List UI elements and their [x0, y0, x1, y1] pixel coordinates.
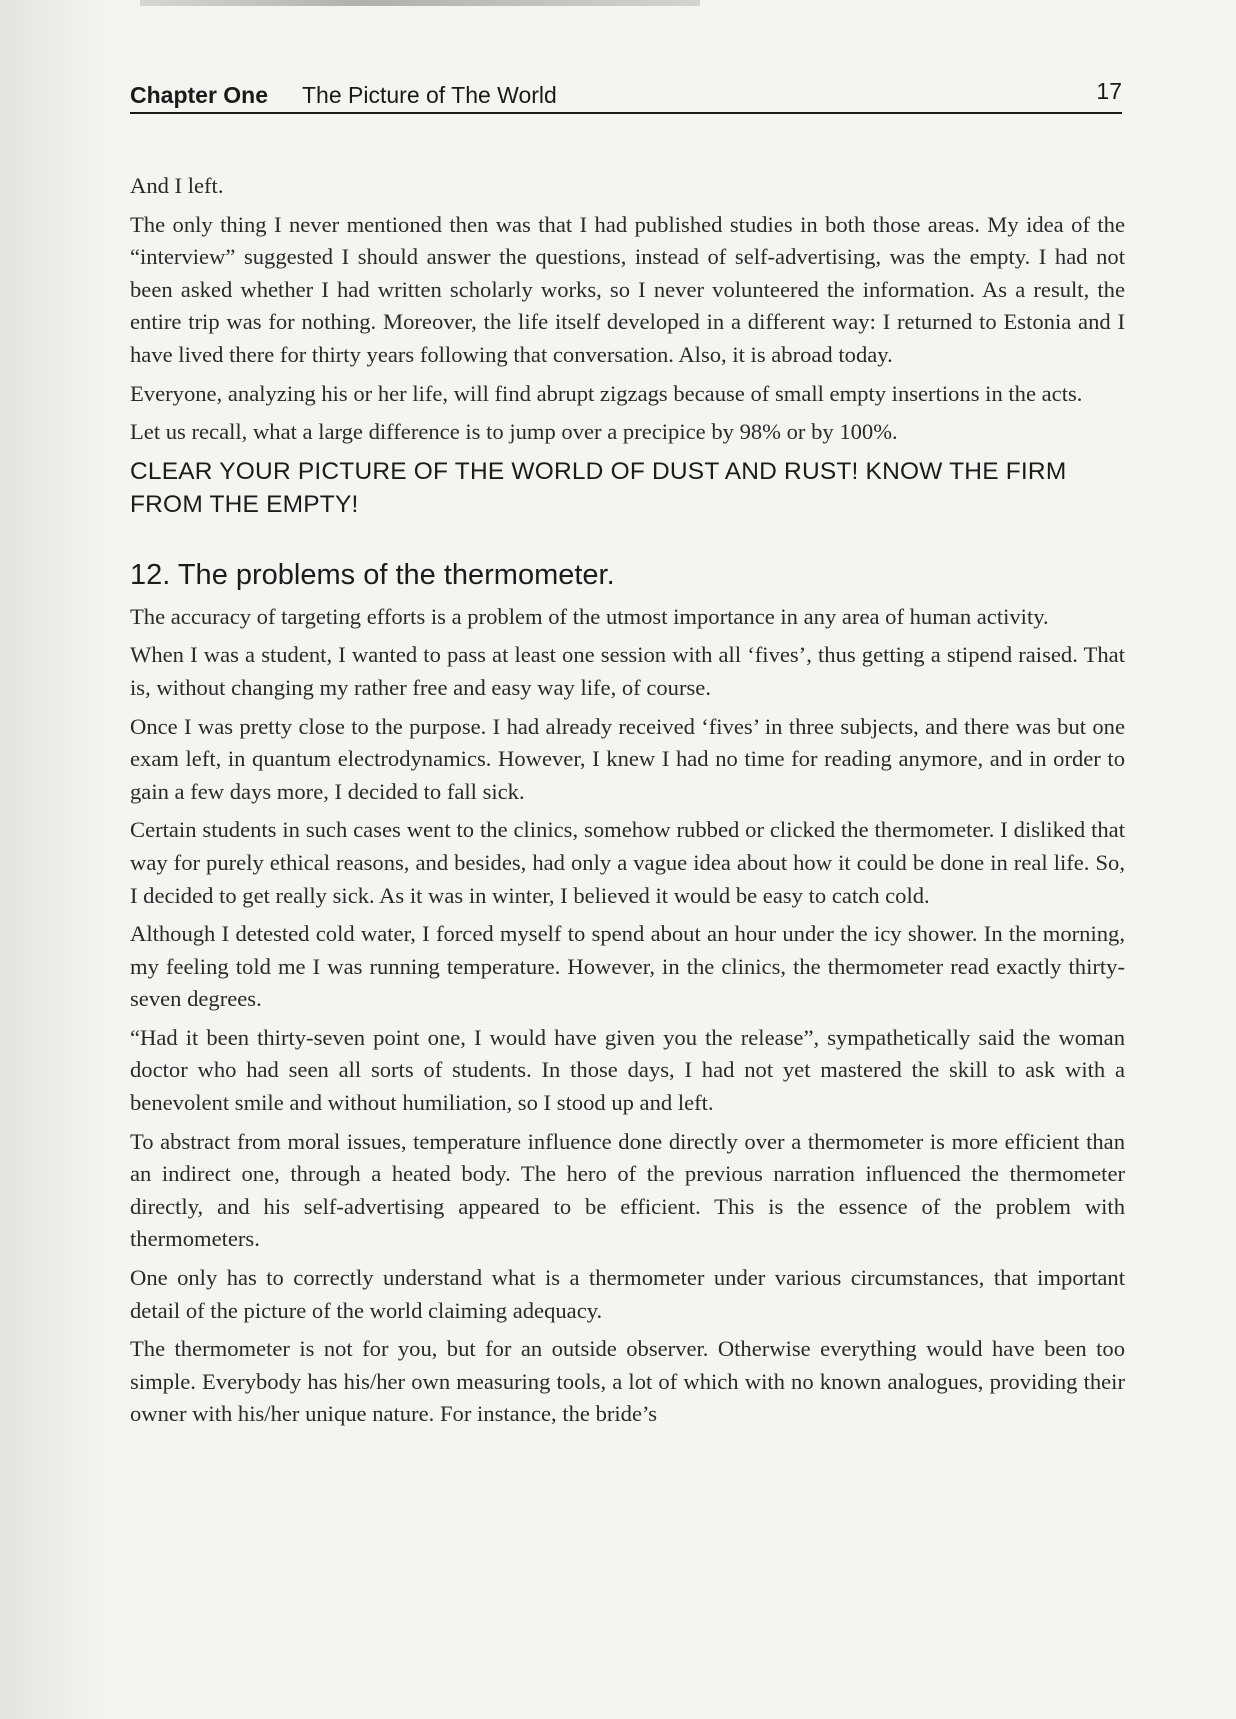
- page-number: 17: [1096, 78, 1122, 104]
- paragraph: Although I detested cold water, I forced myself to spend about an hour under the icy shower. In the morning, my feeling told me I was running temperature. However, in the clinics, the thermometer read exactly thirty-seven degrees.: [130, 921, 1125, 1012]
- paragraph: Everyone, analyzing his or her life, will find abrupt zigzags because of small empty insertions in the acts.: [130, 380, 1083, 406]
- paragraph: And I left.: [130, 173, 224, 198]
- paragraph: To abstract from moral issues, temperature influence done directly over a thermometer is more efficient than an indirect one, through a heated body. The hero of the previous narration influenced the thermometer directly, and his self-advertising appeared to be efficient. This is the essence of the problem with thermometers.: [130, 1128, 1125, 1252]
- paragraph: “Had it been thirty-seven point one, I would have given you the release”, sympathetically said the woman doctor who had seen all sorts of students. In those days, I had not yet mastered the skill to ask with a benevolent smile and without humiliation, so I stood up and left.: [130, 1024, 1125, 1116]
- running-header: [130, 78, 1122, 114]
- chapter-title: The Picture of The World: [302, 82, 557, 108]
- paragraph: Let us recall, what a large difference is to jump over a precipice by 98% or by 100%.: [130, 419, 898, 445]
- page-body: [130, 170, 1125, 1437]
- paragraph: The thermometer is not for you, but for an outside observer. Otherwise everything would have been too simple. Everybody has his/her own measuring tools, a lot of which with no known analogues, providing their owner with his/her unique nature. For instance, the bride’s: [130, 1336, 1125, 1427]
- top-scan-mark: [140, 0, 700, 6]
- paragraph: The only thing I never mentioned then was that I had published studies in both those areas. My idea of the “interview” suggested I should answer the questions, instead of self-advertising, was the empty. I had not been asked whether I had written scholarly works, so I never volunteered the information. As a result, the entire trip was for nothing. Moreover, the life itself developed in a different way: I returned to Estonia and I have lived there for thirty years following that conversation. Also, it is abroad today.: [130, 211, 1125, 367]
- paragraph: One only has to correctly understand what is a thermometer under various circumstances, that important detail of the picture of the world claiming adequacy.: [130, 1265, 1125, 1323]
- section-heading: 12. The problems of the thermometer.: [130, 558, 615, 591]
- page-edge-shadow: [0, 0, 110, 1719]
- chapter-label: Chapter One: [130, 82, 269, 108]
- paragraph: The accuracy of targeting efforts is a problem of the utmost importance in any area of human activity.: [130, 603, 1049, 629]
- paragraph: When I was a student, I wanted to pass at least one session with all ‘fives’, thus getting a stipend raised. That is, without changing my rather free and easy way life, of course.: [130, 642, 1125, 700]
- slogan: CLEAR YOUR PICTURE OF THE WORLD OF DUST AND RUST! KNOW THE FIRM FROM THE EMPTY!: [130, 457, 1067, 518]
- paragraph: Once I was pretty close to the purpose. I had already received ‘fives’ in three subjects, and there was but one exam left, in quantum electrodynamics. However, I knew I had no time for reading anymore, and in order to gain a few days more, I decided to fall sick.: [130, 713, 1125, 804]
- paragraph: Certain students in such cases went to the clinics, somehow rubbed or clicked the thermometer. I disliked that way for purely ethical reasons, and besides, had only a vague idea about how it could be done in real life. So, I decided to get really sick. As it was in winter, I believed it would be easy to catch cold.: [130, 817, 1125, 908]
